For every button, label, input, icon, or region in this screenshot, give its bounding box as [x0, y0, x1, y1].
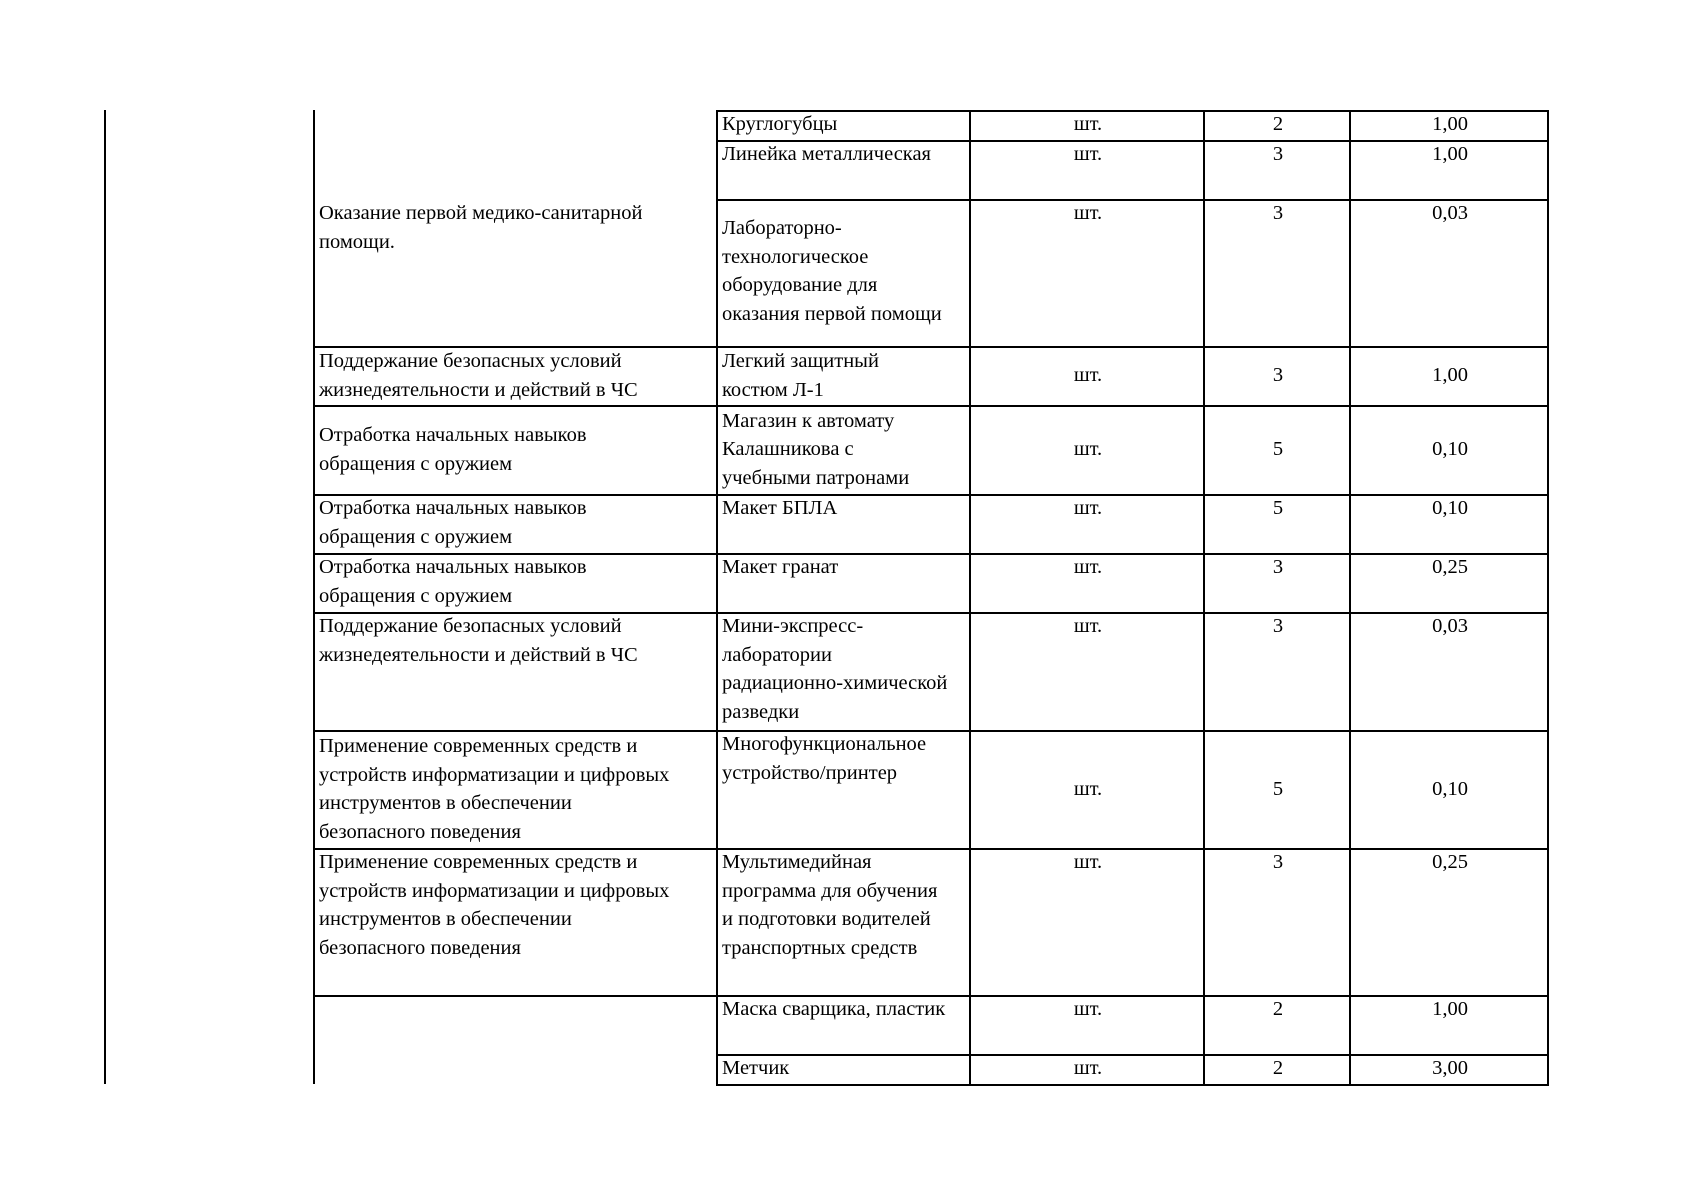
- activity-row-rule: [313, 995, 716, 997]
- item-cell: Лабораторно- технологическое оборудование для оказания первой помощи: [722, 217, 942, 325]
- item-cell: Маска сварщика, пластик: [722, 998, 946, 1020]
- qty-cell: 2: [1272, 113, 1284, 135]
- item-cell: Магазин к автомату Калашникова с учебными патронами: [722, 409, 910, 489]
- unit-cell: шт.: [1073, 202, 1103, 224]
- column-rule-f: [1349, 110, 1351, 1085]
- column-rule-g: [1547, 110, 1549, 1085]
- qty-cell: 5: [1272, 777, 1284, 800]
- item-cell: Мультимедийная программа для обучения и подготовки водителей транспортных средств: [722, 851, 938, 959]
- activity-cell: Отработка начальных навыков обращения с оружием: [319, 497, 587, 548]
- value-cell: 1,00: [1432, 998, 1468, 1020]
- value-cell: 1,00: [1432, 113, 1468, 135]
- qty-cell: 5: [1272, 497, 1284, 519]
- value-cell: 0,25: [1432, 851, 1468, 873]
- unit-cell: шт.: [1073, 556, 1103, 578]
- activity-cell: Применение современных средств и устройств информатизации и цифровых инструментов в обеспечении безопасного поведения: [319, 735, 670, 843]
- value-cell: 1,00: [1432, 143, 1468, 165]
- qty-cell: 3: [1272, 851, 1284, 873]
- qty-cell: 3: [1272, 364, 1284, 387]
- item-cell: Макет БПЛА: [722, 497, 838, 519]
- unit-cell: шт.: [1073, 1057, 1103, 1079]
- value-cell: 0,03: [1432, 202, 1468, 224]
- value-cell: 0,25: [1432, 556, 1468, 578]
- value-cell: 3,00: [1432, 1057, 1468, 1079]
- activity-cell: Оказание первой медико-санитарной помощи.: [319, 202, 643, 253]
- unit-cell: шт.: [1073, 497, 1103, 519]
- activity-cell: Поддержание безопасных условий жизнедеятельности и действий в ЧС: [319, 350, 638, 401]
- value-cell: 0,10: [1432, 497, 1468, 519]
- qty-cell: 3: [1272, 202, 1284, 224]
- qty-cell: 5: [1272, 438, 1284, 461]
- unit-cell: шт.: [1073, 998, 1103, 1020]
- item-cell: Мини-экспресс- лаборатории радиационно-химической разведки: [722, 615, 948, 723]
- column-rule-d: [969, 110, 971, 1085]
- unit-cell: шт.: [1073, 364, 1103, 387]
- item-cell: Круглогубцы: [722, 113, 838, 135]
- activity-cell: Поддержание безопасных условий жизнедеятельности и действий в ЧС: [319, 615, 638, 666]
- item-cell: Линейка металлическая: [722, 143, 931, 165]
- unit-cell: шт.: [1073, 143, 1103, 165]
- activity-cell: Отработка начальных навыков обращения с оружием: [319, 424, 587, 475]
- left-margin-rule: [104, 110, 106, 1084]
- unit-cell: шт.: [1073, 777, 1103, 800]
- qty-cell: 2: [1272, 1057, 1284, 1079]
- value-cell: 1,00: [1432, 364, 1468, 387]
- activity-cell: Применение современных средств и устройств информатизации и цифровых инструментов в обеспечении безопасного поведения: [319, 851, 670, 959]
- qty-cell: 3: [1272, 615, 1284, 637]
- qty-cell: 2: [1272, 998, 1284, 1020]
- item-cell: Легкий защитный костюм Л-1: [722, 350, 879, 401]
- unit-cell: шт.: [1073, 615, 1103, 637]
- item-cell: Метчик: [722, 1057, 790, 1079]
- column-rule-e: [1203, 110, 1205, 1085]
- unit-cell: шт.: [1073, 113, 1103, 135]
- row-rule: [716, 1084, 1549, 1086]
- value-cell: 0,10: [1432, 777, 1468, 800]
- value-cell: 0,03: [1432, 615, 1468, 637]
- item-cell: Многофункциональное устройство/принтер: [722, 733, 927, 784]
- unit-cell: шт.: [1073, 438, 1103, 461]
- value-cell: 0,10: [1432, 438, 1468, 461]
- unit-cell: шт.: [1073, 851, 1103, 873]
- qty-cell: 3: [1272, 143, 1284, 165]
- item-cell: Макет гранат: [722, 556, 839, 578]
- qty-cell: 3: [1272, 556, 1284, 578]
- activity-cell: Отработка начальных навыков обращения с оружием: [319, 556, 587, 607]
